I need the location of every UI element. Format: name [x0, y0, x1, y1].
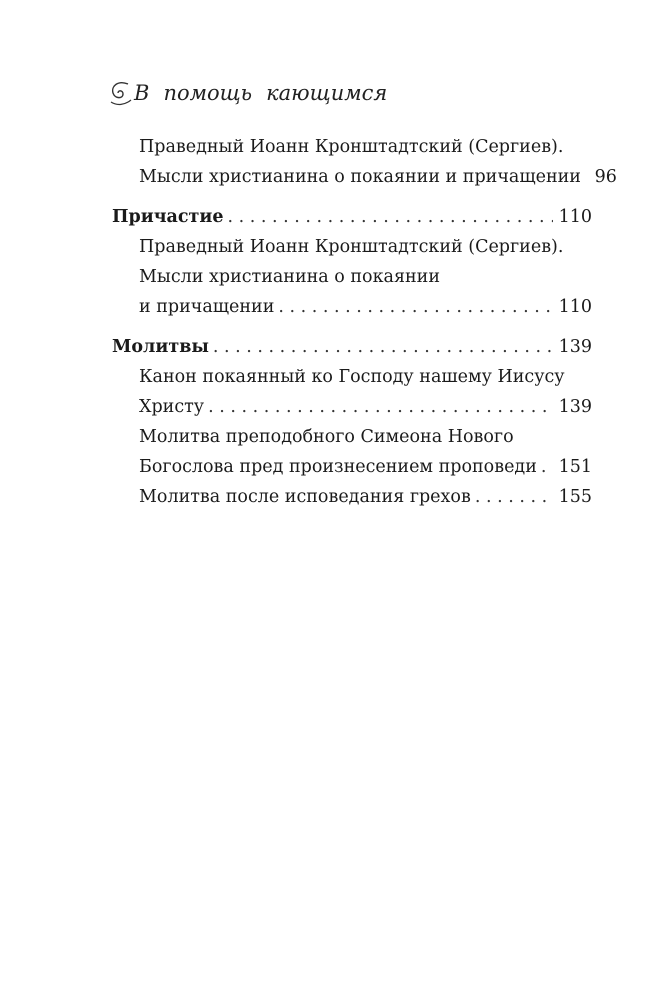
dot-leader	[541, 452, 553, 482]
toc-entry	[112, 362, 592, 392]
table-of-contents	[112, 132, 617, 512]
toc-entry	[112, 292, 592, 322]
toc-entry-title: Богослова пред произнесением проповеди	[139, 457, 537, 477]
toc-entry-title: Молитва преподобного Симеона Нового	[139, 427, 514, 447]
toc-entry-title: Мысли христианина о покаянии и причащении	[139, 167, 581, 187]
toc-entry-page: 155	[558, 487, 592, 507]
toc-entry-page: 110	[558, 207, 592, 227]
toc-entry-page: 139	[558, 337, 592, 357]
toc-section-title: Причастие	[112, 207, 224, 227]
ornament-swirl-icon	[108, 78, 132, 108]
toc-entry-title: Праведный Иоанн Кронштадтский (Сергиев).	[139, 237, 564, 257]
toc-entry	[112, 422, 592, 452]
toc-entry-title: и причащении	[139, 297, 275, 317]
toc-section	[112, 332, 592, 362]
dot-leader	[475, 482, 553, 512]
toc-entry-page: 139	[558, 397, 592, 417]
header-word: В	[134, 81, 150, 105]
toc-entry-title: Молитва после исповедания грехов	[139, 487, 471, 507]
toc-entry	[112, 262, 592, 292]
toc-section	[112, 202, 592, 232]
toc-section-title: Молитвы	[112, 337, 209, 357]
dot-leader	[213, 332, 553, 362]
toc-entry-title: Христу	[139, 397, 205, 417]
toc-entry-title: Канон покаянный ко Господу нашему Иисусу	[139, 367, 565, 387]
toc-entry	[112, 132, 592, 162]
toc-entry-page: 110	[558, 297, 592, 317]
toc-entry-title: Мысли христианина о покаянии	[139, 267, 440, 287]
header-word: помощь	[163, 81, 253, 105]
toc-entry	[112, 392, 592, 422]
header-word: кающимся	[266, 81, 388, 105]
dot-leader	[208, 392, 552, 422]
toc-entry	[112, 162, 617, 192]
running-header	[108, 78, 401, 108]
toc-entry	[112, 482, 592, 512]
dot-leader	[278, 292, 552, 322]
toc-entry-title: Праведный Иоанн Кронштадтский (Сергиев).	[139, 137, 564, 157]
toc-entry	[112, 232, 592, 262]
toc-entry	[112, 452, 592, 482]
toc-entry-page: 151	[558, 457, 592, 477]
dot-leader	[228, 202, 553, 232]
toc-entry-page: 96	[594, 167, 617, 187]
